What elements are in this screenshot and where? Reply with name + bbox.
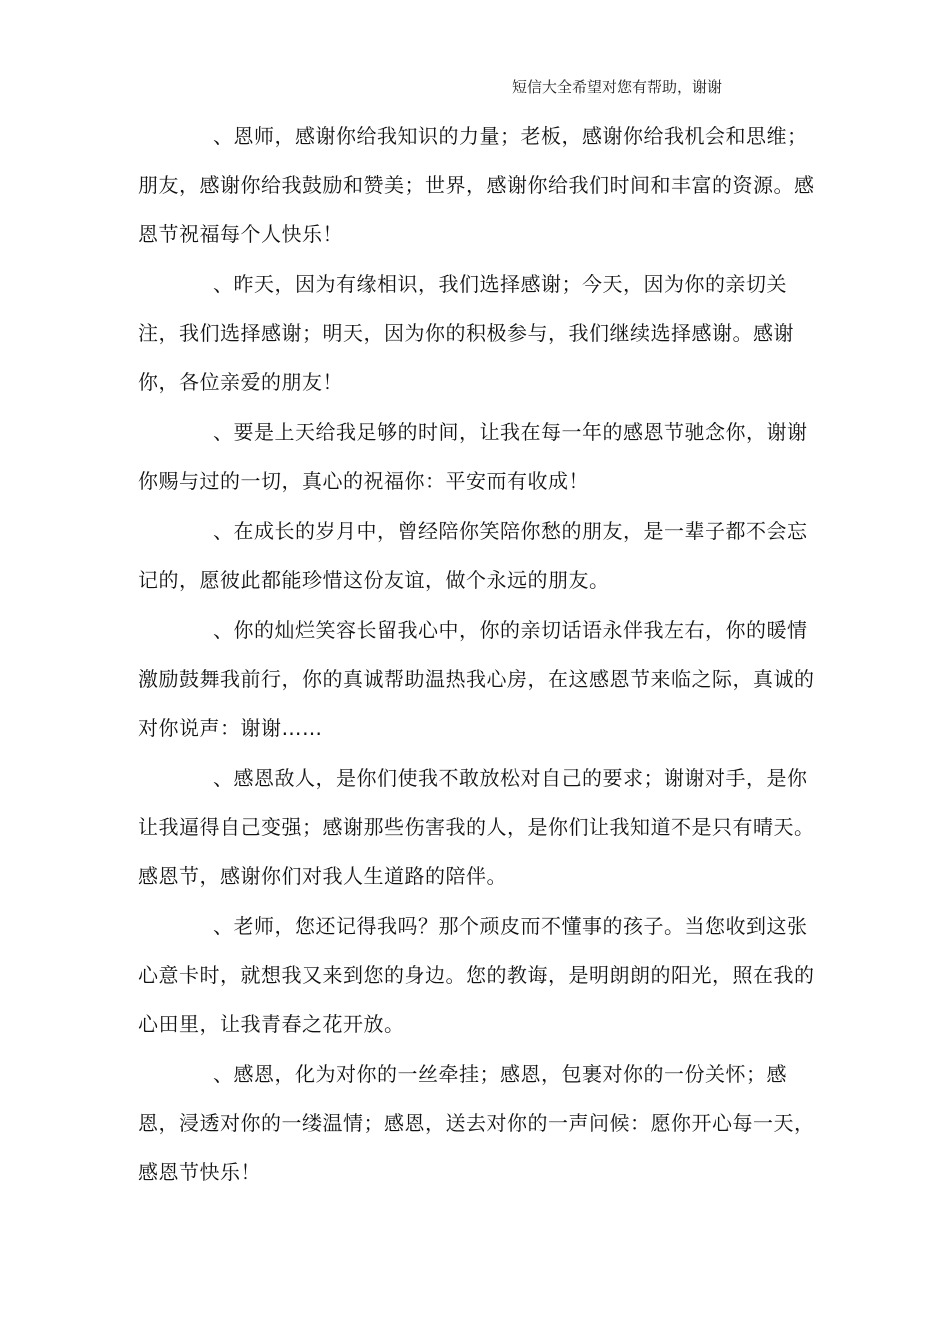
paragraph-4: 、在成长的岁月中，曾经陪你笑陪你愁的朋友，是一辈子都不会忘记的，愿彼此都能珍惜这份友谊，做个永远的朋友。 xyxy=(138,519,808,592)
paragraph-5: 、你的灿烂笑容长留我心中，你的亲切话语永伴我左右，你的暖情激励鼓舞我前行，你的真诚帮助温热我心房，在这感恩节来临之际，真诚的对你说声：谢谢…… xyxy=(138,618,815,740)
paragraph-6: 、感恩敌人，是你们使我不敢放松对自己的要求；谢谢对手，是你让我逼得自己变强；感谢那些伤害我的人，是你们让我知道不是只有晴天。感恩节，感谢你们对我人生道路的陪伴。 xyxy=(138,766,815,888)
paragraph-7: 、老师，您还记得我吗？那个顽皮而不懂事的孩子。当您收到这张心意卡时，就想我又来到您的身边。您的教诲，是明朗朗的阳光，照在我的心田里，让我青春之花开放。 xyxy=(138,914,815,1036)
paragraph-3: 、要是上天给我足够的时间，让我在每一年的感恩节驰念你，谢谢你赐与过的一切，真心的祝福你：平安而有收成！ xyxy=(138,420,808,493)
paragraph-1: 、恩师，感谢你给我知识的力量；老板，感谢你给我机会和思维；朋友，感谢你给我鼓励和赞美；世界，感谢你给我们时间和丰富的资源。感恩节祝福每个人快乐！ xyxy=(138,124,815,246)
header-note: 短信大全希望对您有帮助，谢谢 xyxy=(512,78,723,96)
paragraph-8: 、感恩，化为对你的一丝牵挂；感恩，包裹对你的一份关怀；感恩，浸透对你的一缕温情；感恩，送去对你的一声问候：愿你开心每一天，感恩节快乐！ xyxy=(138,1062,815,1184)
paragraph-2: 、昨天，因为有缘相识，我们选择感谢；今天，因为你的亲切关注，我们选择感谢；明天，因为你的积极参与，我们继续选择感谢。感谢你，各位亲爱的朋友！ xyxy=(138,272,794,394)
document-body xyxy=(138,112,824,1197)
